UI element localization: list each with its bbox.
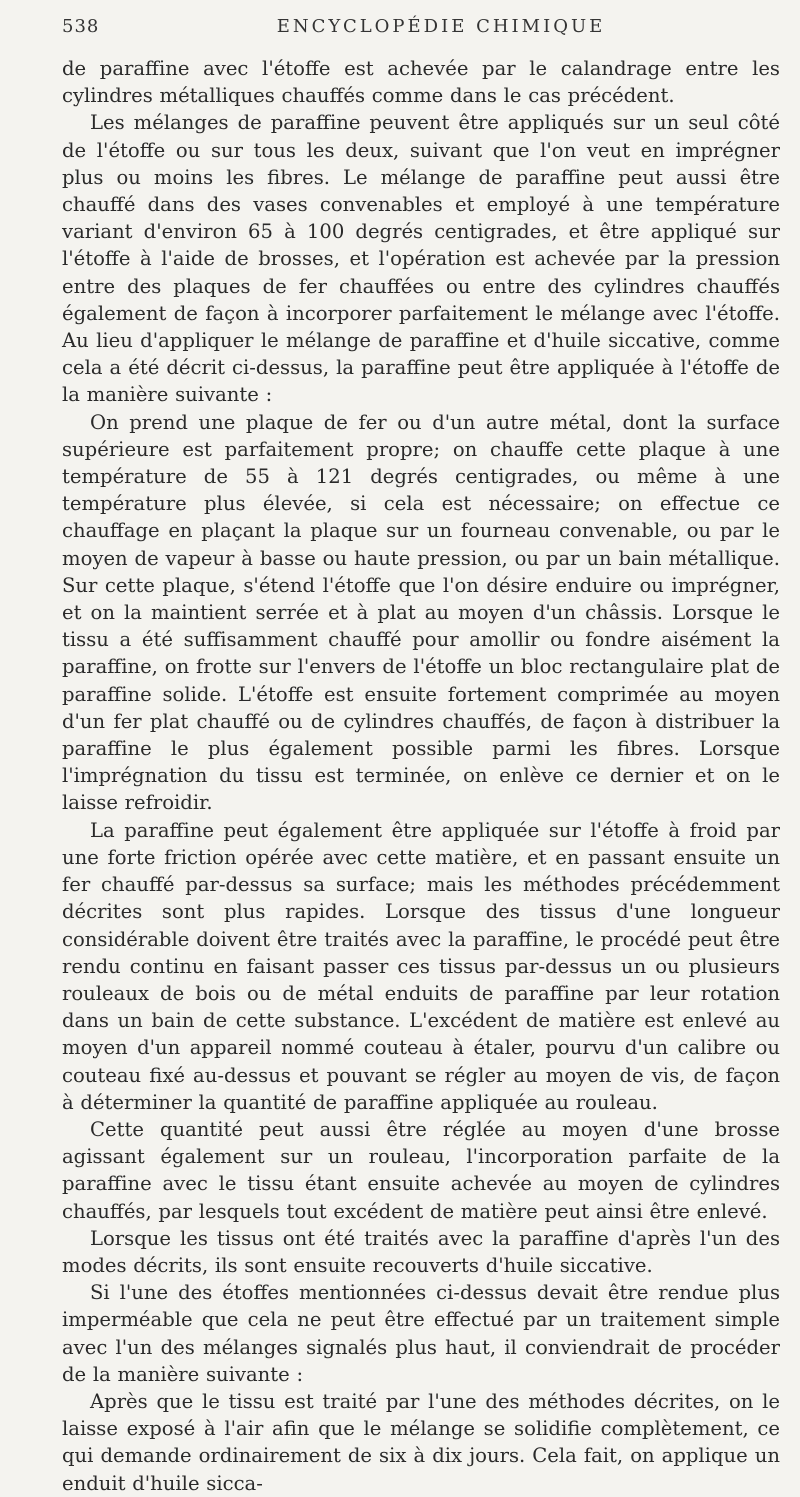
paragraph-1: de paraffine avec l'étoffe est achevée par le calandrage entre les cylindres métalliques chauffés comme dans le cas précédent.: [62, 57, 780, 108]
body-text: [62, 55, 780, 1497]
running-title: ENCYCLOPÉDIE CHIMIQUE: [276, 16, 606, 37]
paragraph-4: La paraffine peut également être appliquée sur l'étoffe à froid par une forte friction opérée avec cette matière, et en passant ensuite un fer chauffé par-dessus sa surface; mais les méthodes précédemment décrites sont plus rapides. Lorsque des tissus d'une longueur considérable doivent être traités avec la paraffine, le procédé peut être rendu continu en faisant passer ces tissus par-dessus un ou plusieurs rouleaux de bois ou de métal enduits de paraffine par leur rotation dans un bain de cette substance. L'excédent de matière est enlevé au moyen d'un appareil nommé couteau à étaler, pourvu d'un calibre ou couteau fixé au-dessus et pouvant se régler au moyen de vis, de façon à déterminer la quantité de paraffine appliquée au rouleau.: [62, 818, 780, 1114]
paragraph-8: Après que le tissu est traité par l'une des méthodes décrites, on le laisse exposé à l'air afin que le mélange se solidifie complètement, ce qui demande ordinairement de six à dix jours. Cela fait, on applique un enduit d'huile sicca-: [62, 1389, 780, 1495]
page-header: [62, 16, 780, 46]
paragraph-3: On prend une plaque de fer ou d'un autre métal, dont la surface supérieure est parfaitement propre; on chauffe cette plaque à une température de 55 à 121 degrés centigrades, ou même à une température plus élevée, si cela est nécessaire; on effectue ce chauffage en plaçant la plaque sur un fourneau convenable, ou par le moyen de vapeur à basse ou haute pression, ou par un bain métallique. Sur cette plaque, s'étend l'étoffe que l'on désire enduire ou imprégner, et on la maintient serrée et à plat au moyen d'un châssis. Lorsque le tissu a été suffisamment chauffé pour amollir ou fondre aisément la paraffine, on frotte sur l'envers de l'étoffe un bloc rectangulaire plat de paraffine solide. L'étoffe est ensuite fortement comprimée au moyen d'un fer plat chauffé ou de cylindres chauffés, de façon à distribuer la paraffine le plus également possible parmi les fibres. Lorsque l'imprégnation du tissu est terminée, on enlève ce dernier et on le laisse refroidir.: [62, 410, 780, 815]
page-number: 538: [62, 16, 100, 37]
paragraph-5: Cette quantité peut aussi être réglée au moyen d'une brosse agissant également sur un rouleau, l'incorporation parfaite de la paraffine avec le tissu étant ensuite achevée au moyen de cylindres chauffés, par lesquels tout excédent de matière peut ainsi être enlevé.: [62, 1117, 780, 1223]
paragraph-6: Lorsque les tissus ont été traités avec la paraffine d'après l'un des modes décrits, ils sont ensuite recouverts d'huile siccative.: [62, 1226, 780, 1277]
paragraph-7: Si l'une des étoffes mentionnées ci-dessus devait être rendue plus imperméable que cela ne peut être effectué par un traitement simple avec l'un des mélanges signalés plus haut, il conviendrait de procéder de la manière suivante :: [62, 1281, 780, 1386]
paragraph-2: Les mélanges de paraffine peuvent être appliqués sur un seul côté de l'étoffe ou sur tous les deux, suivant que l'on veut en imprégner plus ou moins les fibres. Le mélange de paraffine peut aussi être chauffé dans des vases convenables et employé à une température variant d'environ 65 à 100 degrés centigrades, et être appliqué sur l'étoffe à l'aide de brosses, et l'opération est achevée par la pression entre des plaques de fer chauffées ou entre des cylindres chauffés également de façon à incorporer parfaitement le mélange avec l'étoffe. Au lieu d'appliquer le mélange de paraffine et d'huile siccative, comme cela a été décrit ci-dessus, la paraffine peut être appliquée à l'étoffe de la manière suivante :: [62, 111, 780, 407]
